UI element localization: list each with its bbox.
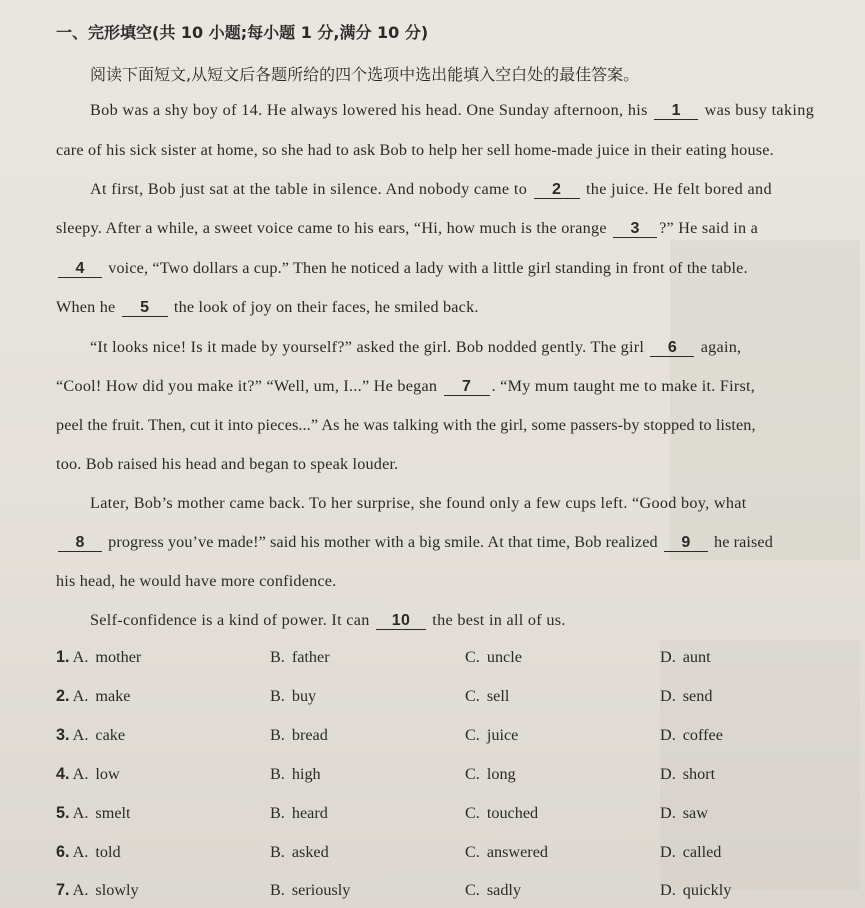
- option-letter: C.: [465, 804, 480, 822]
- passage-text: too. Bob raised his head and began to speak louder.: [56, 455, 399, 473]
- option-d[interactable]: [660, 726, 723, 745]
- question-number: 5.: [56, 804, 70, 822]
- option-letter: A.: [72, 687, 89, 705]
- option-letter: B.: [270, 687, 285, 705]
- option-text: uncle: [486, 648, 522, 666]
- passage-text: . “My mum taught me to make it. First,: [491, 377, 756, 395]
- passage-text: sleepy. After a while, a sweet voice came to his ears, “Hi, how much is the orange: [56, 219, 612, 237]
- option-text: mother: [95, 648, 142, 666]
- option-text: seriously: [291, 881, 351, 899]
- option-text: bread: [291, 726, 328, 744]
- passage-line: [90, 611, 566, 630]
- option-letter: C.: [465, 765, 480, 783]
- option-letter: B.: [270, 648, 285, 666]
- question-row: [0, 804, 865, 826]
- passage-text: At first, Bob just sat at the table in silence. And nobody came to: [90, 180, 532, 198]
- passage-line: [56, 298, 479, 317]
- question-number: 4.: [56, 765, 70, 783]
- option-text: father: [291, 648, 330, 666]
- option-letter: D.: [660, 843, 676, 861]
- passage-text: he raised: [709, 533, 773, 551]
- option-text: cake: [95, 726, 126, 744]
- passage-text: “It looks nice! Is it made by yourself?” asked the girl. Bob nodded gently. The girl: [90, 338, 649, 356]
- option-letter: B.: [270, 843, 285, 861]
- option-text: aunt: [682, 648, 711, 666]
- question-row: [0, 726, 865, 748]
- option-b[interactable]: [270, 726, 328, 745]
- passage-line: [90, 101, 814, 120]
- passage-text: was busy taking: [700, 101, 815, 119]
- passage-text: peel the fruit. Then, cut it into pieces...” As he was talking with the girl, some passers-by stopped to listen,: [56, 416, 756, 434]
- option-text: touched: [486, 804, 539, 822]
- answer-blank[interactable]: 7: [444, 378, 490, 396]
- passage-text: the juice. He felt bored and: [581, 180, 772, 198]
- passage-line: [56, 141, 774, 160]
- option-text: high: [291, 765, 321, 783]
- option-d[interactable]: [660, 843, 721, 862]
- passage-text: the best in all of us.: [427, 611, 566, 629]
- option-letter: B.: [270, 726, 285, 744]
- option-d[interactable]: [660, 648, 711, 667]
- option-d[interactable]: [660, 765, 715, 784]
- option-letter: C.: [465, 687, 480, 705]
- option-c[interactable]: [465, 765, 516, 784]
- option-a[interactable]: [56, 726, 125, 745]
- option-c[interactable]: [465, 881, 521, 900]
- answer-blank[interactable]: 2: [534, 181, 580, 199]
- option-c[interactable]: [465, 648, 522, 667]
- option-text: send: [682, 687, 713, 705]
- question-row: [0, 648, 865, 670]
- passage-line: [90, 180, 772, 199]
- option-letter: A.: [72, 648, 89, 666]
- answer-blank[interactable]: 1: [654, 102, 698, 120]
- passage-line: [56, 259, 748, 278]
- option-letter: A.: [72, 765, 89, 783]
- option-letter: D.: [660, 648, 676, 666]
- section-instruction: 阅读下面短文,从短文后各题所给的四个选项中选出能填入空白处的最佳答案。: [90, 65, 640, 84]
- option-b[interactable]: [270, 648, 330, 667]
- passage-line: [56, 416, 756, 435]
- passage-text: the look of joy on their faces, he smiled back.: [169, 298, 479, 316]
- question-number: 6.: [56, 843, 70, 861]
- option-b[interactable]: [270, 687, 316, 706]
- question-row: [0, 881, 865, 903]
- option-text: saw: [682, 804, 708, 822]
- option-letter: C.: [465, 726, 480, 744]
- question-number: 3.: [56, 726, 70, 744]
- answer-blank[interactable]: 5: [122, 299, 168, 317]
- passage-line: [56, 455, 398, 474]
- option-text: low: [95, 765, 120, 783]
- option-text: called: [682, 843, 722, 861]
- option-letter: C.: [465, 648, 480, 666]
- passage-text: Self-confidence is a kind of power. It can: [90, 611, 374, 629]
- passage-line: [56, 377, 755, 396]
- option-letter: C.: [465, 881, 480, 899]
- option-text: make: [95, 687, 131, 705]
- option-letter: D.: [660, 765, 676, 783]
- passage-line: [56, 219, 758, 238]
- answer-blank[interactable]: 4: [58, 260, 102, 278]
- option-letter: B.: [270, 804, 285, 822]
- answer-blank[interactable]: 6: [650, 339, 694, 357]
- option-d[interactable]: [660, 804, 708, 823]
- passage-text: again,: [696, 338, 742, 356]
- option-b[interactable]: [270, 804, 328, 823]
- option-c[interactable]: [465, 687, 509, 706]
- option-text: quickly: [682, 881, 732, 899]
- option-b[interactable]: [270, 765, 321, 784]
- question-number: 1.: [56, 648, 70, 666]
- option-text: sell: [486, 687, 510, 705]
- option-letter: B.: [270, 881, 285, 899]
- question-number: 7.: [56, 881, 70, 899]
- option-text: short: [682, 765, 716, 783]
- option-text: heard: [291, 804, 328, 822]
- answer-blank[interactable]: 9: [664, 534, 708, 552]
- passage-text: Later, Bob’s mother came back. To her surprise, she found only a few cups left. “Good boy, what: [90, 494, 747, 512]
- passage-line: [56, 533, 773, 552]
- section-heading: 一、完形填空(共 10 小题;每小题 1 分,满分 10 分): [56, 23, 429, 42]
- option-text: answered: [486, 843, 548, 861]
- option-letter: D.: [660, 726, 676, 744]
- option-letter: C.: [465, 843, 480, 861]
- option-text: told: [95, 843, 121, 861]
- passage-line: [56, 572, 336, 591]
- option-text: sadly: [486, 881, 522, 899]
- option-letter: D.: [660, 881, 676, 899]
- question-row: [0, 843, 865, 865]
- question-row: [0, 687, 865, 709]
- option-c[interactable]: [465, 804, 538, 823]
- answer-blank[interactable]: 8: [58, 534, 102, 552]
- option-text: coffee: [682, 726, 723, 744]
- option-letter: A.: [72, 726, 89, 744]
- option-a[interactable]: [56, 687, 130, 706]
- option-text: juice: [486, 726, 519, 744]
- option-a[interactable]: [56, 843, 121, 862]
- option-letter: D.: [660, 804, 676, 822]
- answer-blank[interactable]: 10: [376, 612, 426, 630]
- passage-text: his head, he would have more confidence.: [56, 572, 337, 590]
- passage-text: voice, “Two dollars a cup.” Then he noticed a lady with a little girl standing in front of the table.: [104, 259, 748, 277]
- option-a[interactable]: [56, 765, 120, 784]
- option-c[interactable]: [465, 843, 548, 862]
- question-row: [0, 765, 865, 787]
- option-d[interactable]: [660, 687, 712, 706]
- passage-line: [90, 494, 747, 513]
- option-a[interactable]: [56, 648, 141, 667]
- option-letter: A.: [72, 881, 89, 899]
- passage-line: [90, 338, 741, 357]
- option-d[interactable]: [660, 881, 731, 900]
- option-b[interactable]: [270, 881, 350, 900]
- passage-text: ?” He said in a: [659, 219, 759, 237]
- passage-text: care of his sick sister at home, so she had to ask Bob to help her sell home-made juice in their eating house.: [56, 141, 774, 159]
- option-a[interactable]: [56, 881, 139, 900]
- option-b[interactable]: [270, 843, 329, 862]
- option-letter: D.: [660, 687, 676, 705]
- option-text: smelt: [95, 804, 131, 822]
- passage-text: Bob was a shy boy of 14. He always lowered his head. One Sunday afternoon, his: [90, 101, 653, 119]
- option-text: buy: [291, 687, 317, 705]
- answer-blank[interactable]: 3: [613, 220, 657, 238]
- passage-text: When he: [56, 298, 120, 316]
- option-letter: A.: [72, 843, 89, 861]
- option-a[interactable]: [56, 804, 131, 823]
- option-text: long: [486, 765, 516, 783]
- passage-text: progress you’ve made!” said his mother with a big smile. At that time, Bob realized: [104, 533, 662, 551]
- option-text: slowly: [95, 881, 139, 899]
- question-number: 2.: [56, 687, 70, 705]
- option-letter: A.: [72, 804, 89, 822]
- option-letter: B.: [270, 765, 285, 783]
- option-text: asked: [291, 843, 329, 861]
- passage-text: “Cool! How did you make it?” “Well, um, I...” He began: [56, 377, 442, 395]
- option-c[interactable]: [465, 726, 518, 745]
